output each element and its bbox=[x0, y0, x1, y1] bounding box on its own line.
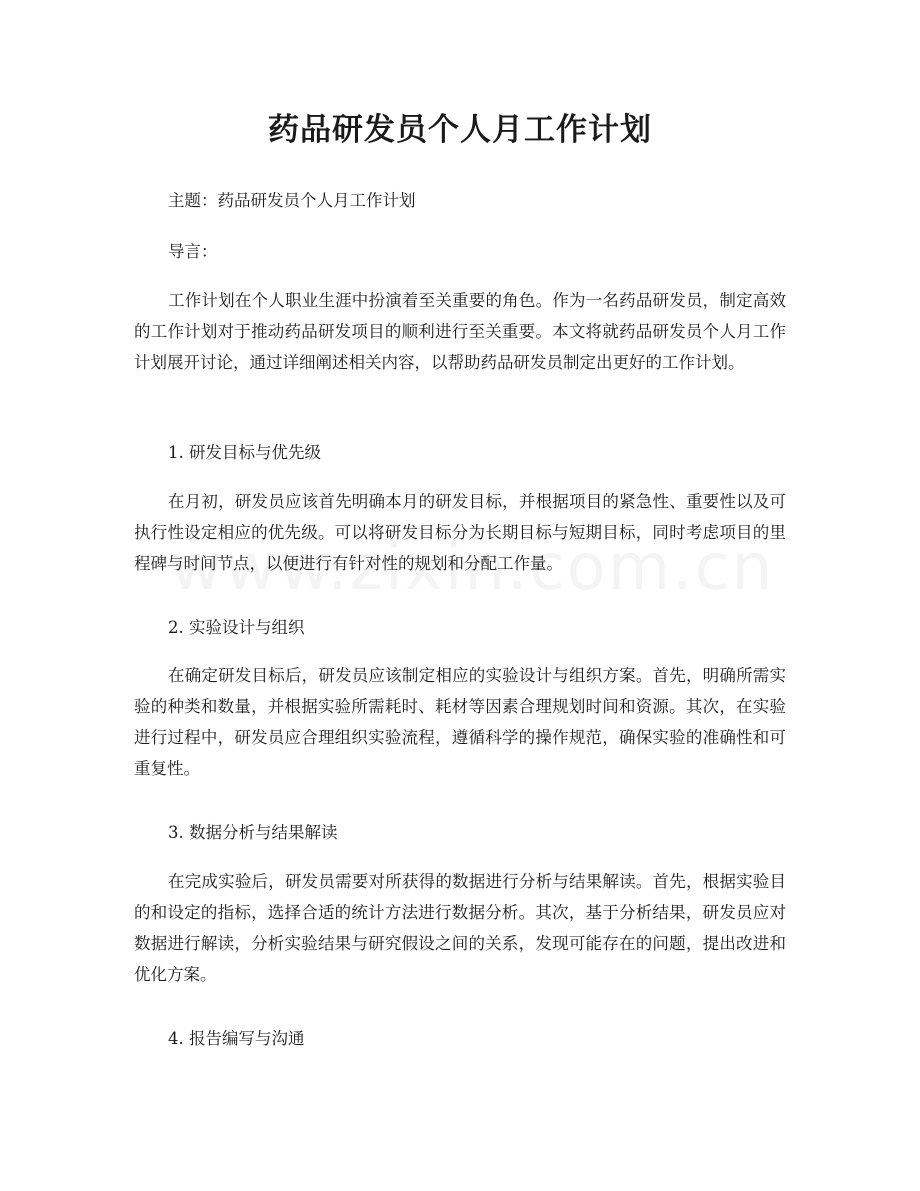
section-2-heading: 2. 实验设计与组织 bbox=[168, 618, 305, 637]
section-3-paragraph: 在完成实验后，研发员需要对所获得的数据进行分析与结果解读。首先，根据实验目的和设定的指标，选择合适的统计方法进行数据分析。其次，基于分析结果，研发员应对数据进行解读，分析实验结果与研究假设之间的关系，发现可能存在的问题，提出改进和优化方案。 bbox=[134, 872, 786, 984]
section-1-paragraph: 在月初，研发员应该首先明确本月的研发目标，并根据项目的紧急性、重要性以及可执行性设定相应的优先级。可以将研发目标分为长期目标与短期目标，同时考虑项目的里程碑与时间节点，以便进行有针对性的规划和分配工作量。 bbox=[134, 492, 786, 573]
section-2-paragraph: 在确定研发目标后，研发员应该制定相应的实验设计与组织方案。首先，明确所需实验的种类和数量，并根据实验所需耗时、耗材等因素合理规划时间和资源。其次，在实验进行过程中，研发员应合理组织实验流程，遵循科学的操作规范，确保实验的准确性和可重复性。 bbox=[134, 666, 786, 778]
subject-line: 主题：药品研发员个人月工作计划 bbox=[168, 191, 416, 210]
section-3-heading: 3. 数据分析与结果解读 bbox=[168, 823, 338, 842]
section-1-heading: 1. 研发目标与优先级 bbox=[168, 443, 321, 462]
intro-label: 导言： bbox=[168, 242, 218, 261]
document-title: 药品研发员个人月工作计划 bbox=[268, 112, 652, 148]
intro-paragraph: 工作计划在个人职业生涯中扮演着至关重要的角色。作为一名药品研发员，制定高效的工作计划对于推动药品研发项目的顺利进行至关重要。本文将就药品研发员个人月工作计划展开讨论，通过详细阐述相关内容，以帮助药品研发员制定出更好的工作计划。 bbox=[134, 291, 786, 372]
section-4-heading: 4. 报告编写与沟通 bbox=[168, 1029, 305, 1048]
